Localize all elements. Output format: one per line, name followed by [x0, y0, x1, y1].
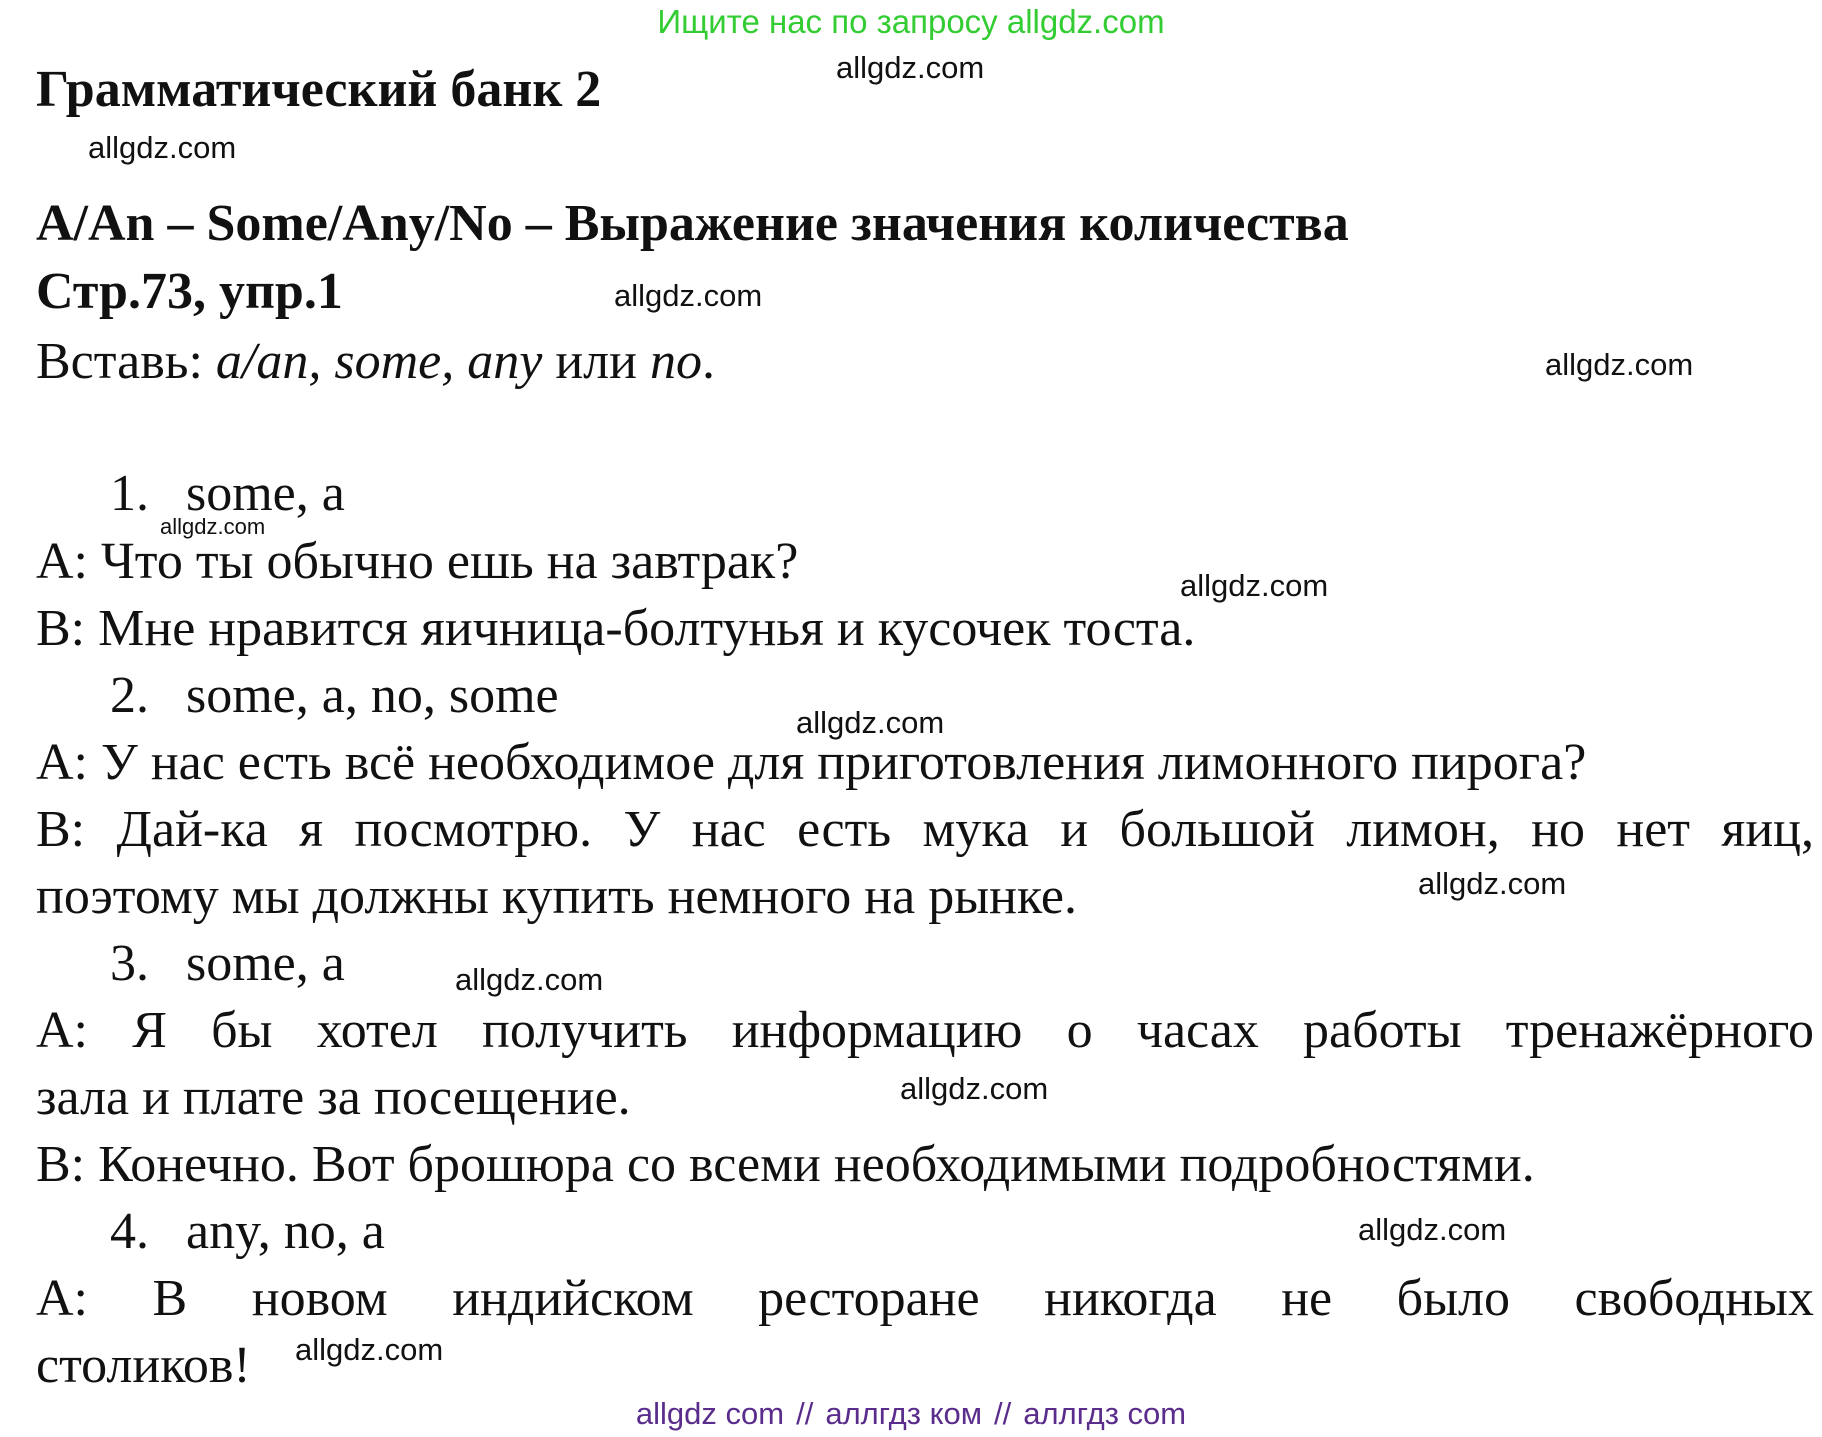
- dialogue-line: A: У нас есть всё необходимое для приготовления лимонного пирога?: [36, 734, 1587, 791]
- item-number: 1.: [110, 465, 149, 522]
- watermark: allgdz.com: [1418, 866, 1567, 901]
- instruction-middle: или: [542, 333, 650, 390]
- bottom-banner[interactable]: [0, 1396, 1822, 1432]
- watermark: allgdz.com: [614, 278, 763, 313]
- item-number: 4.: [110, 1203, 149, 1260]
- watermark: allgdz.com: [836, 50, 985, 85]
- dialogue-line: B: Конечно. Вот брошюра со всеми необходимыми подробностями.: [36, 1136, 1535, 1193]
- page-reference: Стр.73, упр.1: [36, 263, 343, 320]
- watermark: allgdz.com: [1358, 1212, 1507, 1247]
- watermark: allgdz.com: [455, 962, 604, 997]
- dialogue-line: [36, 798, 1814, 862]
- instruction: [36, 330, 715, 394]
- dialogue-line: столиков!: [36, 1337, 251, 1394]
- bottom-banner-text: аллгдз com: [1023, 1396, 1187, 1431]
- bottom-banner-text: аллгдз ком: [825, 1396, 983, 1431]
- item-answer: some, a: [186, 465, 345, 522]
- bottom-banner-separator: //: [994, 1396, 1012, 1431]
- page-title: Грамматический банк 2: [36, 61, 602, 118]
- dialogue-line: поэтому мы должны купить немного на рынке.: [36, 868, 1078, 925]
- dialogue-line: зала и плате за посещение.: [36, 1069, 631, 1126]
- watermark: allgdz.com: [160, 514, 266, 539]
- bottom-banner-text: allgdz com: [635, 1396, 785, 1431]
- watermark: allgdz.com: [1545, 347, 1694, 382]
- bottom-banner-separator: //: [796, 1396, 814, 1431]
- dialogue-line: B: Мне нравится яичница-болтунья и кусочек тоста.: [36, 600, 1196, 657]
- dialogue-text: A: В новом индийском ресторане никогда не было свободных: [36, 1270, 1814, 1327]
- watermark: allgdz.com: [900, 1071, 1049, 1106]
- answer-item-3: [110, 932, 345, 996]
- dialogue-line: [36, 999, 1814, 1063]
- watermark: allgdz.com: [1180, 568, 1329, 603]
- dialogue-line: A: Что ты обычно ешь на завтрак?: [36, 533, 799, 590]
- answer-item-2: [110, 664, 559, 728]
- dialogue-text: B: Дай-ка я посмотрю. У нас есть мука и большой лимон, но нет яиц,: [36, 801, 1814, 858]
- dialogue-line: [36, 1267, 1814, 1331]
- dialogue-text: A: Я бы хотел получить информацию о часах работы тренажёрного: [36, 1002, 1814, 1059]
- section-title: A/An – Some/Any/No – Выражение значения количества: [36, 195, 1349, 252]
- item-answer: some, a, no, some: [186, 667, 559, 724]
- answer-item-4: [110, 1200, 385, 1264]
- item-answer: any, no, a: [186, 1203, 385, 1260]
- watermark: allgdz.com: [295, 1332, 444, 1367]
- item-number: 3.: [110, 935, 149, 992]
- instruction-last: no: [649, 333, 702, 390]
- item-number: 2.: [110, 667, 149, 724]
- watermark: allgdz.com: [88, 130, 237, 165]
- watermark: allgdz.com: [796, 705, 945, 740]
- top-banner[interactable]: Ищите нас по запросу allgdz.com: [657, 3, 1165, 40]
- instruction-end: .: [701, 333, 715, 390]
- instruction-prefix: Вставь:: [36, 333, 216, 390]
- item-answer: some, a: [186, 935, 345, 992]
- instruction-options: a/an, some, any: [215, 333, 543, 390]
